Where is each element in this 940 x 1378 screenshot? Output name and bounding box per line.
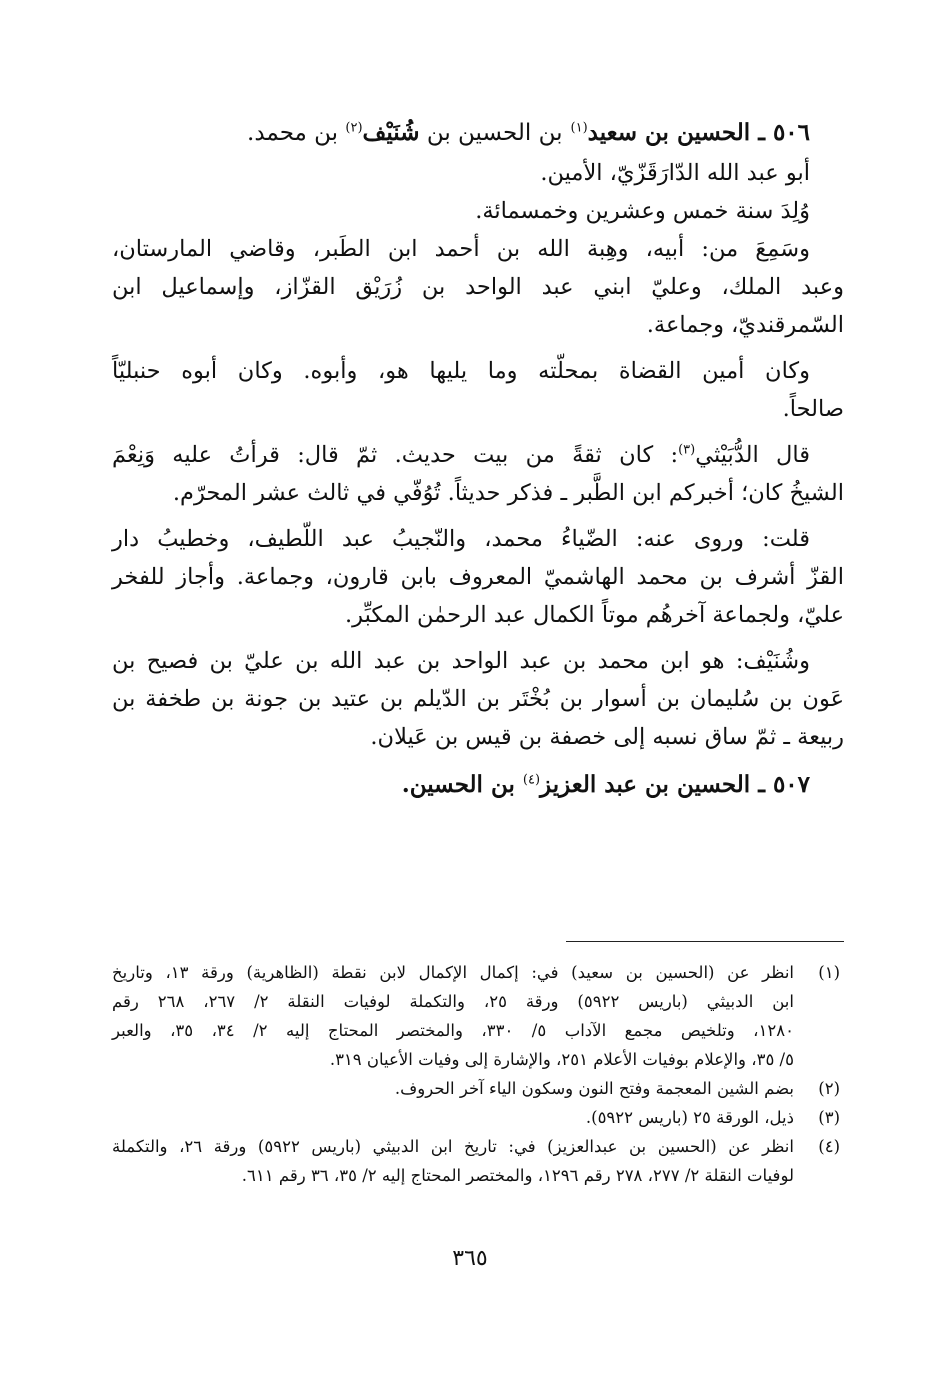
text-line: ربيعة ـ ثمّ ساق نسبه إلى خصفة بن قيس بن عَيلان. <box>370 724 844 750</box>
footnote-line: بضم الشين المعجمة وفتح النون وسكون الياء آخر الحروف. <box>394 1079 794 1098</box>
entry-506-name: الحسين بن سعيد <box>587 119 751 146</box>
entry-506-heading <box>112 112 844 154</box>
footnote-line: لوفيات النقلة ٢/ ٢٧٧، ٢٧٨ رقم ١٢٩٦، والمختصر المحتاج إليه ٢/ ٣٥، ٣٦ رقم ٦١١. <box>241 1166 794 1185</box>
text-line: عليّ، ولجماعة آخرهُم موتاً الكمال عبد الرحمٰن المكبِّر. <box>345 602 844 628</box>
footnote-line: انظر عن (الحسين بن عبدالعزيز) في: تاريخ ابن الدبيثي (باريس ٥٩٢٢) ورقة ٢٦، والتكملة <box>112 1137 794 1156</box>
text-line: وعبد الملك، وعليّ ابني عبد الواحد بن زُرَيْق القزّاز، وإسماعيل ابن <box>112 274 844 300</box>
text-line: وكان أمين القضاة بمحلّته وما يليها هو، وأبوه. وكان أبوه حنبليّاً <box>112 358 810 384</box>
text-line: وسَمِعَ من: أبيه، وهِبة الله بن أحمد ابن الطَبر، وقاضي المارستان، <box>112 236 810 262</box>
footnote-divider <box>566 941 844 942</box>
text-line: القزّ أشرف بن محمد الهاشميّ المعروف بابن قارون، وجماعة. وأجاز للفخر <box>112 564 844 590</box>
text-segment: : كان ثقةً من بيت حديث. ثمّ قال: قرأتُ عليه وَنِعْمَ <box>112 442 679 468</box>
text-line: الشيخُ كان؛ أخبركم ابن الطَّبر ـ فذكر حديثاً. تُوُفّي في ثالث عشر المحرّم. <box>172 480 844 506</box>
entry-507-name: الحسين بن عبد العزيز <box>540 771 751 798</box>
footnotes <box>112 958 844 1190</box>
footnote-number: (١) <box>818 963 840 982</box>
footnote-ref-2[interactable]: (٢) <box>345 120 363 136</box>
footnote-text <box>112 958 794 1074</box>
footnote-2 <box>112 1074 844 1103</box>
footnote-4 <box>112 1132 844 1190</box>
footnote-ref-1[interactable]: (١) <box>570 120 588 136</box>
footnote-number: (٣) <box>818 1108 840 1127</box>
entry-506-shunayf: شُنَيْف <box>362 119 420 146</box>
main-text <box>112 112 844 806</box>
footnote-ref-3[interactable]: (٣) <box>678 442 696 458</box>
text-line: صالحاً. <box>782 396 844 422</box>
text-line: قلت: وروى عنه: الضّياءُ محمد، والنّجيبُ عبد اللّطيف، وخطيبُ دار <box>112 526 810 552</box>
entry-506-lineage-b: بن محمد. <box>247 120 339 146</box>
footnote-text <box>112 1132 794 1190</box>
footnote-ref-4[interactable]: (٤) <box>522 772 541 788</box>
entry-507-lineage: بن الحسين. <box>401 771 515 798</box>
text-line: أبو عبد الله الدّارَقَزّيّ، الأمين. <box>540 160 810 186</box>
text-line: وشُنَيْف: هو ابن محمد بن عبد الواحد بن عبد الله بن عليّ بن فصيح بن <box>112 648 810 674</box>
entry-506-lineage-a: بن الحسين بن <box>426 120 563 146</box>
footnote-3 <box>112 1103 844 1132</box>
entry-507-heading <box>112 764 844 806</box>
footnote-number: (٢) <box>818 1079 840 1098</box>
footnote-1 <box>112 958 844 1074</box>
text-line: عَون بن سُليمان بن أسوار بن بُخْتَر بن الدّيلم بن عتيد بن جونة بن طخفة بن <box>112 686 844 712</box>
entry-506-number: ٥٠٦ ـ <box>758 119 810 146</box>
entry-506-lineage <box>247 120 562 146</box>
footnote-text <box>112 1074 794 1103</box>
footnote-line: ابن الدبيثي (باريس ٥٩٢٢) ورقة ٢٥، والتكملة لوفيات النقلة ٢/ ٢٦٧، ٢٦٨ رقم <box>112 992 794 1011</box>
footnote-line: ذيل، الورقة ٢٥ (باريس ٥٩٢٢). <box>585 1108 794 1127</box>
footnote-line: انظر عن (الحسين بن سعيد) في: إكمال الإكمال لابن نقطة (الظاهرية) ورقة ١٣، وتاريخ <box>112 963 794 982</box>
text-segment: قال الدُّبَيْثي <box>695 442 810 468</box>
page-number: ٣٦٥ <box>452 1246 488 1271</box>
footnote-text <box>112 1103 794 1132</box>
text-line: السّمرقنديّ، وجماعة. <box>646 312 844 338</box>
text-line: وُلِدَ سنة خمس وعشرين وخمسمائة. <box>475 198 810 224</box>
footnote-line: ٥/ ٣٥، والإعلام بوفيات الأعلام ٢٥١، والإشارة إلى وفيات الأعيان ٣١٩. <box>329 1050 794 1069</box>
text-line <box>112 436 844 474</box>
footnote-number: (٤) <box>818 1137 840 1156</box>
entry-507-number: ٥٠٧ ـ <box>758 771 810 798</box>
footnote-line: ١٢٨٠، وتلخيص مجمع الآداب ٥/ ٣٣٠، والمختصر المحتاج إليه ٢/ ٣٤، ٣٥، والعبر <box>112 1021 794 1040</box>
